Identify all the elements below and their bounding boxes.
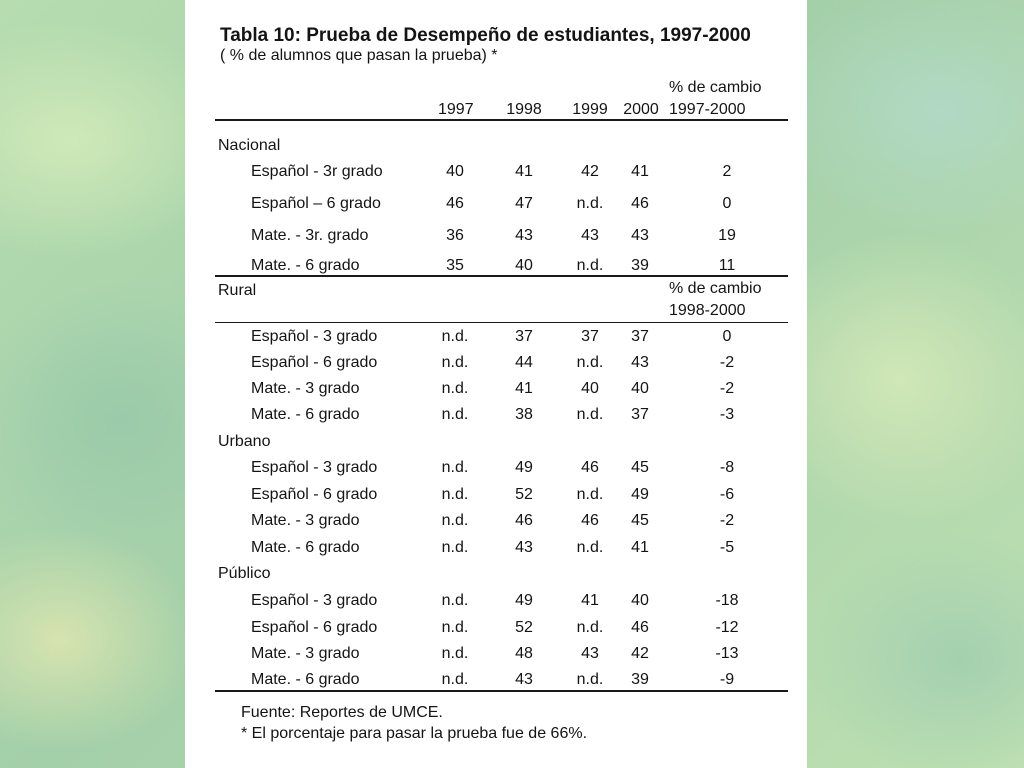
cell-value: n.d. (441, 354, 469, 371)
cell-value: 49 (515, 459, 533, 476)
section-change-label: % de cambio (669, 280, 762, 297)
cell-value: 37 (631, 406, 649, 423)
cell-value: 37 (581, 328, 599, 345)
year-header-1997: 1997 (438, 101, 474, 118)
cell-value: 46 (515, 512, 533, 529)
cell-change: -9 (719, 671, 735, 688)
cell-value: 43 (581, 645, 599, 662)
row-label: Español - 3 grado (251, 592, 378, 609)
row-label: Español - 3 grado (251, 459, 378, 476)
cell-value: 42 (581, 163, 599, 180)
cell-value: n.d. (441, 486, 469, 503)
cell-value: 43 (515, 671, 533, 688)
cell-value: 44 (515, 354, 533, 371)
cell-change: -2 (719, 354, 735, 371)
cell-value: 52 (515, 619, 533, 636)
cell-value: n.d. (576, 619, 604, 636)
cell-value: 41 (581, 592, 599, 609)
table-bottom-rule (215, 690, 788, 692)
section-title: Nacional (218, 137, 281, 154)
cell-change: -3 (719, 406, 735, 423)
cell-value: 42 (631, 645, 649, 662)
year-header-1998: 1998 (506, 101, 542, 118)
cell-value: n.d. (441, 512, 469, 529)
cell-value: n.d. (441, 619, 469, 636)
cell-value: n.d. (576, 195, 604, 212)
cell-change: -2 (719, 380, 735, 397)
cell-value: 45 (631, 459, 649, 476)
cell-value: 41 (515, 380, 533, 397)
row-label: Mate. - 6 grado (251, 406, 360, 423)
row-label: Español - 6 grado (251, 354, 378, 371)
cell-value: n.d. (441, 645, 469, 662)
row-label: Mate. - 3 grado (251, 512, 360, 529)
section-change-range: 1998-2000 (669, 302, 746, 319)
row-label: Mate. - 3 grado (251, 645, 360, 662)
cell-value: n.d. (441, 539, 469, 556)
cell-value: 43 (515, 227, 533, 244)
cell-change: 0 (722, 195, 732, 212)
row-label: Español - 3r grado (251, 163, 383, 180)
cell-value: 43 (631, 227, 649, 244)
cell-change: -2 (719, 512, 735, 529)
row-label: Español - 3 grado (251, 328, 378, 345)
cell-value: n.d. (576, 257, 604, 274)
cell-value: 49 (515, 592, 533, 609)
cell-value: n.d. (576, 486, 604, 503)
row-label: Español – 6 grado (251, 195, 381, 212)
cell-value: 41 (515, 163, 533, 180)
cell-value: n.d. (441, 328, 469, 345)
cell-value: 43 (631, 354, 649, 371)
cell-change: 11 (718, 257, 736, 274)
cell-change: -8 (719, 459, 735, 476)
row-label: Mate. - 6 grado (251, 671, 360, 688)
row-label: Mate. - 6 grado (251, 257, 360, 274)
cell-value: n.d. (576, 671, 604, 688)
row-label: Mate. - 6 grado (251, 539, 360, 556)
cell-value: 46 (581, 459, 599, 476)
cell-value: 47 (515, 195, 533, 212)
cell-value: n.d. (441, 459, 469, 476)
year-header-2000: 2000 (623, 101, 659, 118)
cell-change: 2 (722, 163, 732, 180)
cell-value: 43 (515, 539, 533, 556)
cell-value: 39 (631, 257, 649, 274)
cell-value: 45 (631, 512, 649, 529)
cell-value: 49 (631, 486, 649, 503)
cell-value: n.d. (576, 406, 604, 423)
cell-change: -6 (719, 486, 735, 503)
cell-value: 46 (631, 195, 649, 212)
cell-change: -5 (719, 539, 735, 556)
cell-value: 40 (631, 380, 649, 397)
table-subtitle: ( % de alumnos que pasan la prueba) * (220, 47, 498, 64)
cell-change: -13 (715, 645, 739, 662)
document-page (185, 0, 807, 768)
cell-value: 36 (446, 227, 464, 244)
cell-value: 39 (631, 671, 649, 688)
cell-value: 46 (631, 619, 649, 636)
row-label: Mate. - 3 grado (251, 380, 360, 397)
cell-value: 41 (631, 163, 649, 180)
nacional-bottom-rule (215, 275, 788, 277)
cell-value: n.d. (441, 671, 469, 688)
year-header-1999: 1999 (572, 101, 608, 118)
cell-value: n.d. (576, 539, 604, 556)
cell-value: 40 (631, 592, 649, 609)
cell-value: 40 (446, 163, 464, 180)
change-header-label: % de cambio (669, 79, 762, 96)
cell-value: 40 (581, 380, 599, 397)
section-title: Urbano (218, 433, 271, 450)
cell-value: 40 (515, 257, 533, 274)
table-title: Tabla 10: Prueba de Desempeño de estudiantes, 1997-2000 (220, 25, 751, 46)
header-rule (215, 119, 788, 121)
cell-value: 46 (581, 512, 599, 529)
cell-value: 37 (515, 328, 533, 345)
row-label: Español - 6 grado (251, 486, 378, 503)
cell-change: 19 (718, 227, 736, 244)
cell-value: 46 (446, 195, 464, 212)
section-title: Público (218, 565, 271, 582)
footnote: * El porcentaje para pasar la prueba fue de 66%. (241, 725, 588, 742)
rural-header-rule (215, 322, 788, 323)
cell-change: -18 (715, 592, 739, 609)
cell-value: 48 (515, 645, 533, 662)
cell-value: 35 (446, 257, 464, 274)
row-label: Mate. - 3r. grado (251, 227, 369, 244)
cell-value: n.d. (441, 380, 469, 397)
source-note: Fuente: Reportes de UMCE. (241, 704, 443, 721)
cell-value: 38 (515, 406, 533, 423)
section-title: Rural (218, 282, 257, 299)
cell-value: 52 (515, 486, 533, 503)
cell-value: 43 (581, 227, 599, 244)
cell-change: 0 (722, 328, 732, 345)
change-header-range: 1997-2000 (669, 101, 746, 118)
cell-value: 37 (631, 328, 649, 345)
cell-value: n.d. (441, 592, 469, 609)
cell-value: 41 (631, 539, 649, 556)
cell-change: -12 (715, 619, 739, 636)
row-label: Español - 6 grado (251, 619, 378, 636)
cell-value: n.d. (576, 354, 604, 371)
cell-value: n.d. (441, 406, 469, 423)
